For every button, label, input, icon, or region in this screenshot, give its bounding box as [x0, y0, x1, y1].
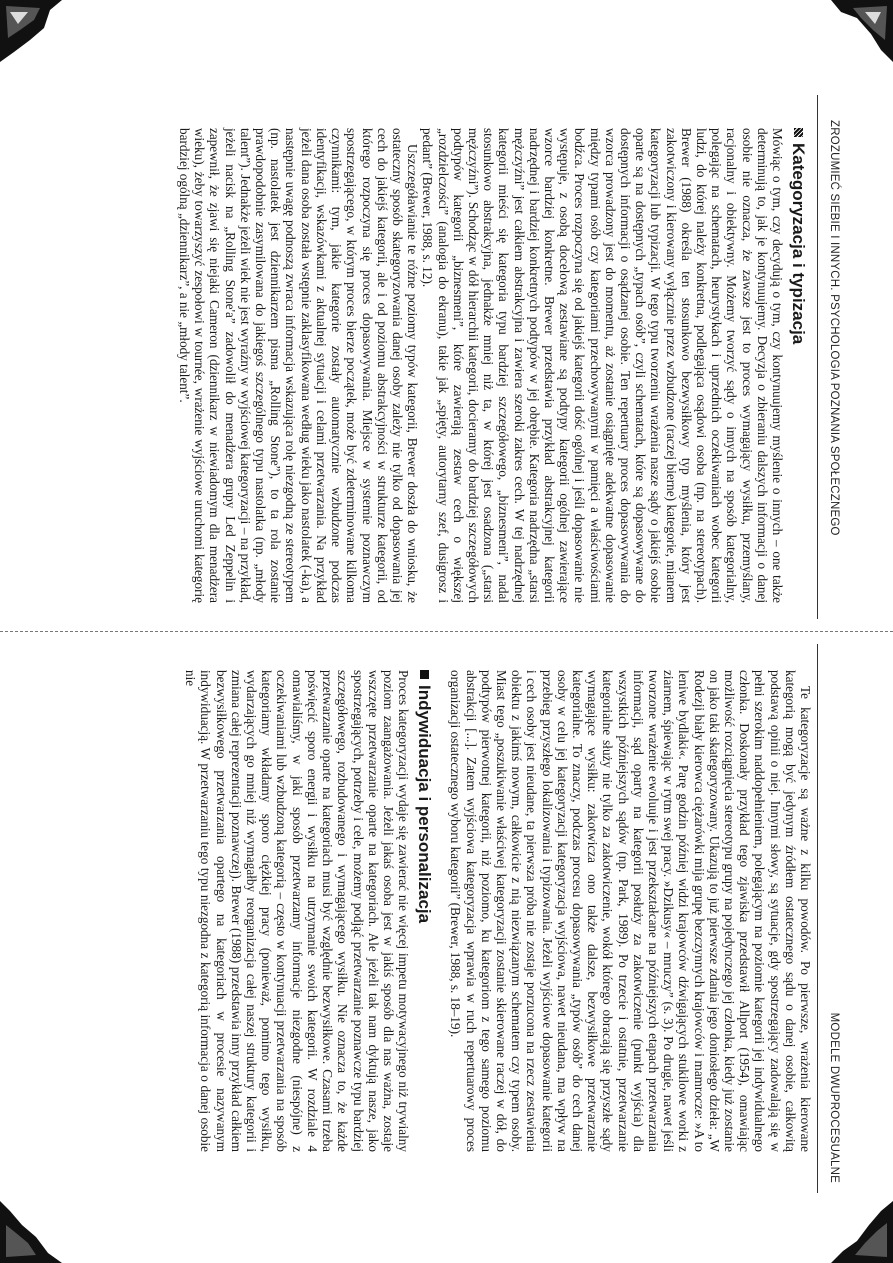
- scan-corner-artifact-icon: [0, 1201, 62, 1263]
- left-page: [0, 0, 893, 631]
- section-title: Kategoryzacja i typizacja: [789, 143, 808, 345]
- right-column: [183, 670, 813, 1152]
- paragraph: Te kategoryzacje są ważne z kilku powodów. Po pierwsze, wrażenia kierowane kategorią mogą być jedynym źródłem ostatecznego sądu o danej osobie, całkowitą podstawą opinii o niej. Innymi słowy, są sytuacje, gdy spostrzegający zadowalają się w pełni szerokim naddopełnieniem, polegającym na poziomie kategorii jej indywidualnego członka. Doskonały przykład tego zjawiska przedstawił Allport (1954), omawiając możliwość rozciągnięcia stereotypu grupy na pojedynczego jej członka, kiedy już zostanie on jako taki skategoryzowany. Ukazują to już pierwsze zdania jego doniosłego dzieła: „W Rodezji biały kierowca ciężarówki mija grupę bezczynnych krajowców i mamrocze: »A to leniwe bydlaki«. Parę godzin później widzi krajowców dźwigających stukilowe worki z ziarnem, śpiewając w rytm swej pracy. »Dzikusy« – mruczy” (s. 3). Po drugie, nawet jeśli tworzone wrażenie ewoluuje i jest przekształcane na późniejszych etapach przetwarzania informacji, sąd oparty na kategorii posłuży za zakotwiczenie (punkt wyjścia) dla wszystkich późniejszych sądów (np. Park, 1989). Po trzecie i ostatnie, przetwarzanie kategorialne służy nie tylko za zakotwiczenie, wokół którego obracają się przyszłe sądy wymagające wysiłku: zakotwicza ono także dalsze, bezwysiłkowe przetwarzanie kategorialne. To znaczy, podczas procesu dopasowywania „typów osób” do cech danej osoby w celu jej kategoryzacji kategoryzacja wyjściowa, nawet nieudana, ma wpływ na przebieg przyszłego lokalizowania i typizowania. Jeżeli wyjściowe dopasowanie kategorii i cech osoby jest nieudane, ta pierwsza próba nie zostaje porzucona na rzecz zestawienia obiektu z jakimś nowym, całkowicie z nią niezwiązanym schematem czy typem osoby. Miast tego „poszukiwanie właściwej kategoryzacji zostanie skierowane raczej w dół, do podtypów pierwotnej kategorii, niż poziomo, ku kategoriom z tego samego poziomu abstrakcji [...]. Zatem wyjściowa kategoryzacja wprawia w ruch repertuarowy proces organizacji ostatecznego wyboru kategorii” (Brewer, 1988, s. 18–19).: [448, 670, 813, 1152]
- paragraph: Mówiąc o tym, czy decydują o tym, czy kontynuujemy myślenie o innych – one także determinują to, jak je kontynuujemy. Decyzja o zbieraniu dalszych informacji o danej osobie nie oznacza, że zawsze jest to proces wymagający wysiłku, przemyślany, racjonalny i obiektywny. Możemy tworzyć sądy o innych na sposób kategorialny, polegając na schematach, heurystykach i uprzednich oczekiwaniach wobec kategorii ludzi, do której należy konkretna, podlegająca osądowi osoba (np. na stereotypach). Brewer (1988) określa ten stosunkowo bezwysiłkowy typ myślenia, który jest zakotwiczony i kierowany wyłącznie przez wzbudzone (raczej bierne) kategorie, mianem kategoryzacji lub typizacji. W tego typu tworzeniu wrażenia nasze sądy o jakiejś osobie oparte są na dostępnych „typach osób”, czyli schematach, które są dopasowywane do dostępnych informacji o osądzanej osobie. Ten repertuary proces dopasowywania do wzorca prowadzony jest do momentu, aż zostanie osiągnięte adekwatne dopasowanie między typami osób czy kategoriami przechowywanymi w pamięci a właściwościami bodźca. Proces rozpoczyna się od jakiejś kategorii dość ogólnej i jeśli dopasowanie nie występuje, z osobą docelową zestawiane są podtypy kategorii ogólnej zawierające wzorce bardziej konkretne. Brewer przedstawia przykład abstrakcyjnej kategorii nadrzędnej i bardziej konkretnych podtypów w jej obrębie. Kategoria nadrzędna „starsi mężczyźni” jest całkiem abstrakcyjna i zawiera szeroki zakres cech. W tej nadrzędnej kategorii mieści się kategoria typu bardziej szczegółowego, „biznesmeni”, nadal stosunkowo abstrakcyjna, jednakże mniej niż ta, w której jest osadzona („starsi mężczyźni”). Schodząc w dół hierarchii kategorii, docieramy do bardziej szczegółowych podtypów kategorii „biznesmeni”, które zawierają zestaw cech o większej „rozdzielczości” (analogia do ekranu), takie jak „spięty, autorytarny szef, dusigrosz i pedant” (Brewer, 1988, s. 12).: [420, 128, 785, 603]
- section-title: Indywiduacja i personalizacja: [415, 685, 435, 924]
- left-column: [177, 128, 813, 603]
- scan-corner-artifact-icon: [831, 1201, 893, 1263]
- running-head-left: ZROZUMIEĆ SIEBIE I INNYCH. PSYCHOLOGIA POZNANIA SPOŁECZNEGO: [828, 120, 840, 536]
- paragraph: Uszczegóławianie te różne poziomy typów kategorii, Brewer doszła do wniosku, że ostateczny sposób skategoryzowania danej osoby zależy nie tylko od dopasowania jej cech do jakiejś kategorii, ale i od poziomu abstrakcyjności w strukturze kategorii, od którego rozpoczyna się proces dopasowywania. Miejsce w systemie poznawczym spostrzegającego, w którym proces bierze początek, może być zdeterminowane kilkoma czynnikami: tym, jakie kategorie zostały automatycznie wzbudzone podczas identyfikacji, wskazówkami z aktualnej sytuacji i celami przetwarzania. Na przykład jeżeli dana osoba została wstępnie zaklasyfikowana według wieku jako nastolatek (-ka), a następnie uwagę podnoszą zwraca informacja wskazująca rolę niezgodną ze stereotypem (np. nastolatek jest dziennikarzem pisma „Rolling Stone”), to ta rola zostanie prawdopodobnie zasymilowana do jakiegoś szczególnego typu nastolatka (np. „młody talent”). Jednakże jeżeli wiek nie jest wyraźny w wyjściowej kategoryzacji – na przykład, jeżeli nacisk na „Rolling Stone'a” zadowolił do menadżera grupy Led Zeppelin i zapewnił, że zjawi się niejaki Cameron (dziennikarz w niewiadomym dla menadżera wieku), żeby towarzyszyć zespołowi w tournée, wrażenie wyjściowe uruchomi kategorię bardziej ogólną „dziennikarz”, a nie „młody talent”.: [177, 128, 421, 603]
- header-rule-left: [817, 95, 818, 619]
- scan-corner-artifact-icon: [831, 0, 893, 62]
- section-marker-icon: [794, 128, 803, 137]
- paragraph: Proces kategoryzacji wydaje się zawierać nie więcej impetu motywacyjnego niż trywialny poziom zaangażowania. Jeżeli jakaś osoba jest w jakiś sposób dla nas ważna, zostaje wszczęte przetwarzanie oparte na kategoriach. Ale jeżeli tak nam dyktują nasze, jako spostrzegających, potrzeby i cele, możemy podjąć przetwarzanie poznawcze typu bardziej szczegółowego, rozbudowanego i wymagającego wysiłku. Nie oznacza to, że każde przetwarzanie oparte na kategoriach musi być względnie bezwysiłkowe. Czasami trzeba poświęcić sporo energii i wysiłku na utrzymanie swoich kategorii. W rozdziale 4 omawialiśmy, w jaki sposób przetwarzamy informacje niezgodne (niespójne) z oczekiwaniami lub wzbudzoną kategorią – często w kontynuacji przetwarzania na sposób kategoriamy wkładamy sporo ciężkiej pracy (ponieważ, pomimo tego wysiłku, wydarzających go mniej niż wymagałby reorganizacja całej naszej struktury kategorii i zmiana całej reprezentacji poznawczej). Brewer (1988) przedstawia inny przykład całkiem bezwysiłkowego przetwarzania opartego na kategoriach w procesie nazywanym indywiduacją. W przetwarzaniu tego typu niezgodna z kategorią informacja o danej osobie nie: [183, 670, 412, 1152]
- right-page: [0, 632, 893, 1263]
- section-marker-icon: [420, 670, 429, 679]
- header-rule-right: [817, 644, 818, 1193]
- scan-corner-artifact-icon: [0, 0, 62, 62]
- section-heading-kategoryzacja: [788, 128, 808, 603]
- running-head-right: MODELE DWUPROCESUALNE: [828, 1012, 840, 1183]
- section-heading-indywiduacja: [414, 670, 434, 1152]
